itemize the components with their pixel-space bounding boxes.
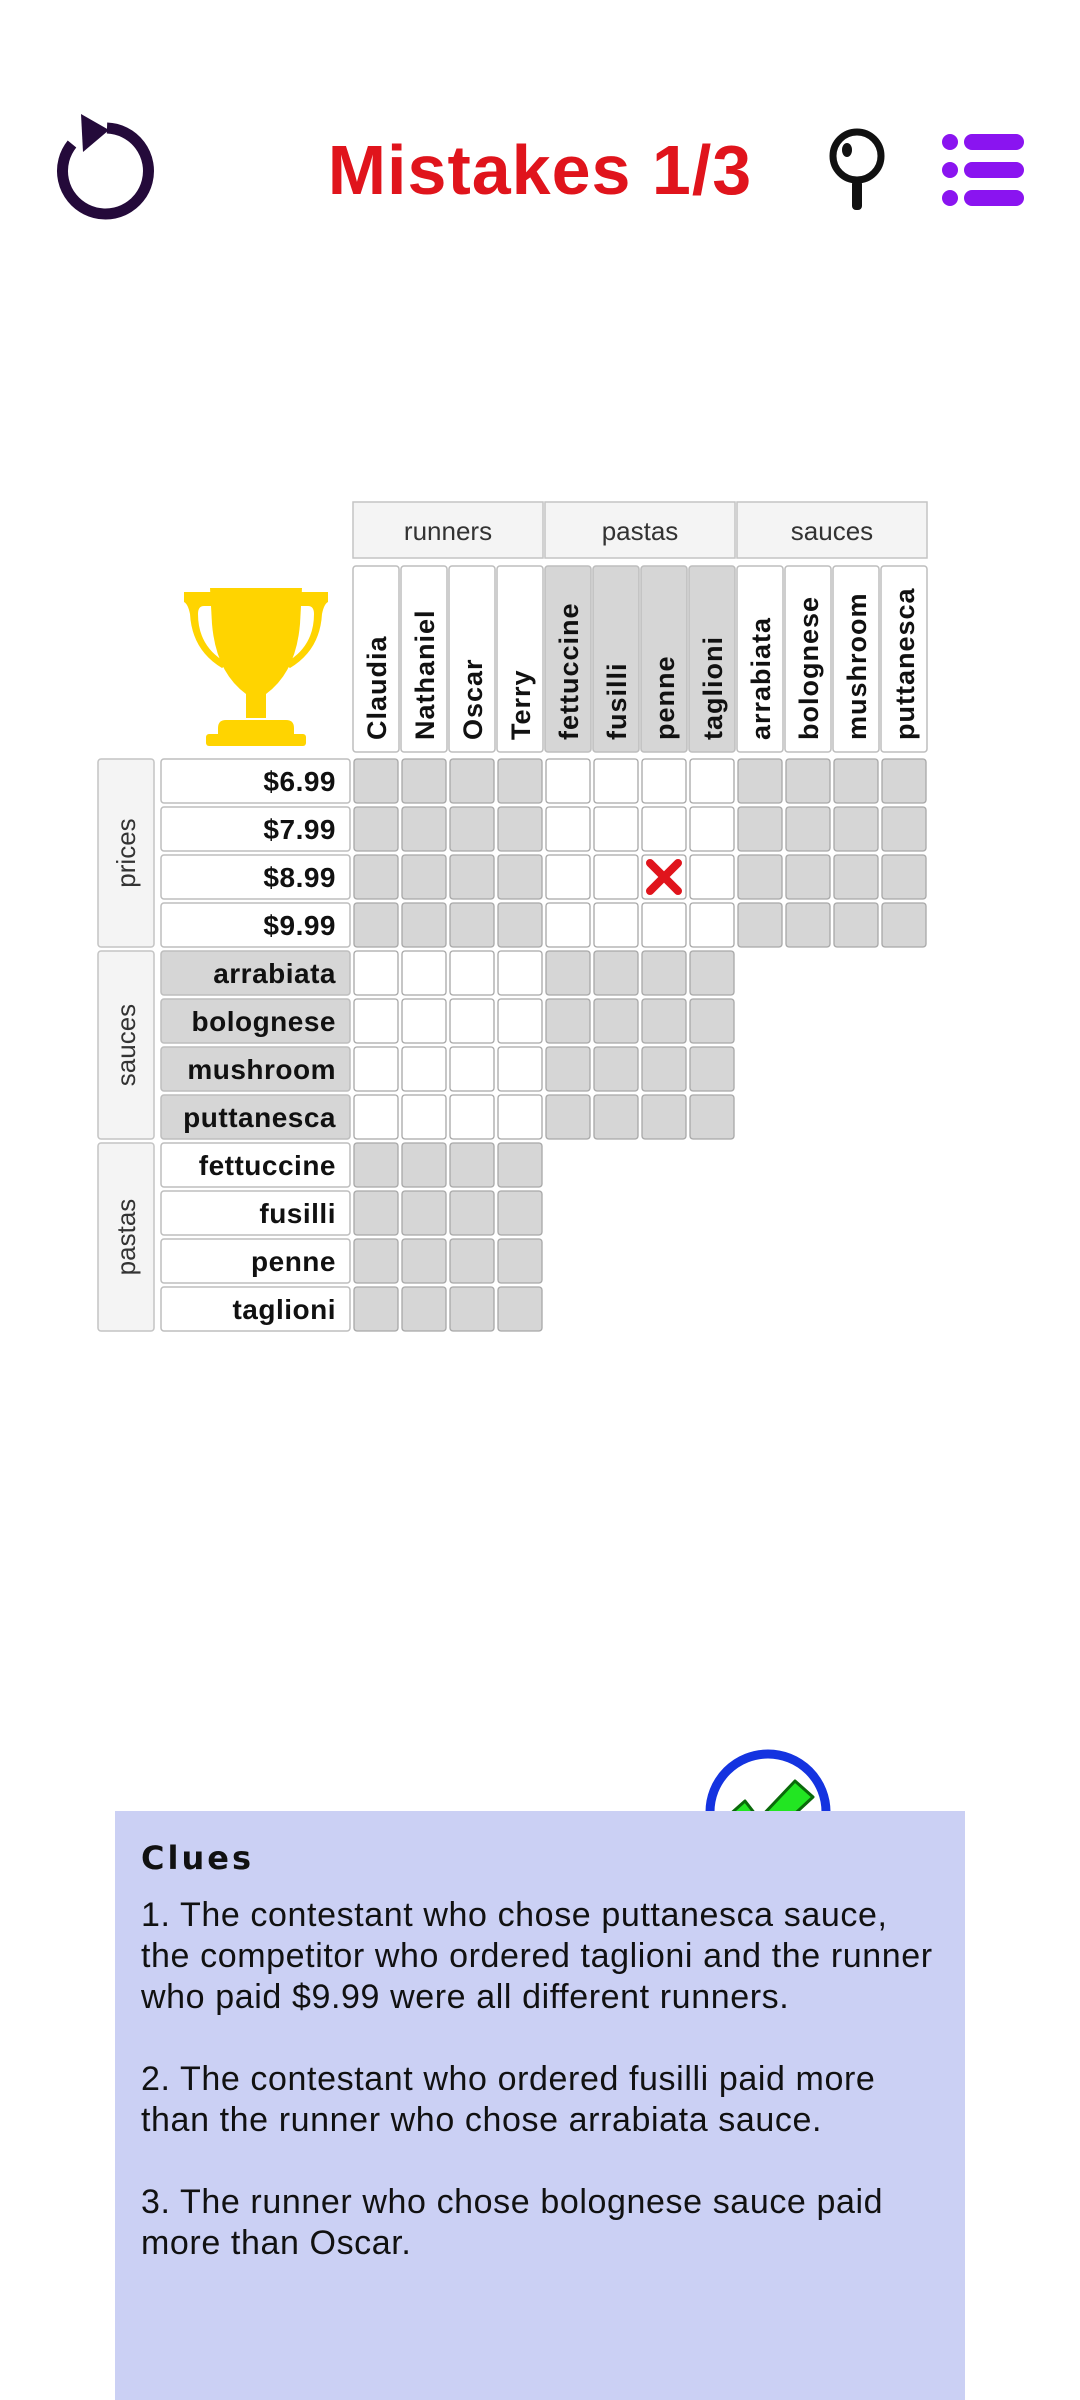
- grid-cell[interactable]: [882, 855, 926, 899]
- row-label: arrabiata: [213, 958, 336, 989]
- grid-cell[interactable]: [402, 1191, 446, 1235]
- clue-item: 1. The contestant who chose puttanesca sauce, the competitor who ordered taglioni and the runner who paid $9.99 were all different runners.: [141, 1896, 933, 2016]
- column-label: arrabiata: [746, 616, 776, 740]
- grid-cell[interactable]: [786, 807, 830, 851]
- column-group-label: runners: [403, 516, 493, 546]
- grid-cell[interactable]: [594, 1095, 638, 1139]
- grid-cell[interactable]: [402, 1287, 446, 1331]
- grid-cell[interactable]: [354, 951, 398, 995]
- column-label: bolognese: [794, 595, 824, 740]
- grid-cell[interactable]: [402, 1047, 446, 1091]
- row-label: penne: [251, 1246, 336, 1277]
- grid-cell[interactable]: [594, 807, 638, 851]
- grid-cell[interactable]: [450, 855, 494, 899]
- trophy-icon: [184, 588, 328, 746]
- grid-cell[interactable]: [690, 807, 734, 851]
- column-group-label: sauces: [790, 516, 874, 546]
- grid-cell[interactable]: [690, 759, 734, 803]
- grid-cell[interactable]: [498, 1191, 542, 1235]
- grid-cell[interactable]: [690, 855, 734, 899]
- grid-cell[interactable]: [498, 999, 542, 1043]
- grid-cell[interactable]: [546, 807, 590, 851]
- grid-cell[interactable]: [786, 855, 830, 899]
- grid-cell[interactable]: [498, 1287, 542, 1331]
- column-label: taglioni: [698, 636, 728, 740]
- grid-cell[interactable]: [786, 759, 830, 803]
- row-label: $9.99: [263, 910, 336, 941]
- grid-cell[interactable]: [450, 951, 494, 995]
- grid-cell[interactable]: [402, 855, 446, 899]
- row-label: fettuccine: [198, 1150, 336, 1181]
- row-label: $7.99: [263, 814, 336, 845]
- grid-cell[interactable]: [690, 903, 734, 947]
- grid-cell[interactable]: [594, 759, 638, 803]
- row-group-label: pastas: [111, 1198, 141, 1276]
- grid-cell[interactable]: [834, 855, 878, 899]
- row-label: fusilli: [259, 1198, 336, 1229]
- grid-cell[interactable]: [690, 999, 734, 1043]
- column-label: fusilli: [602, 662, 632, 740]
- grid-cell[interactable]: [498, 1239, 542, 1283]
- grid-cell[interactable]: [642, 999, 686, 1043]
- column-group-label: pastas: [601, 516, 679, 546]
- grid-cell[interactable]: [594, 855, 638, 899]
- row-label: puttanesca: [183, 1102, 336, 1133]
- grid-cell[interactable]: [690, 1047, 734, 1091]
- grid-cell[interactable]: [498, 951, 542, 995]
- grid-cell[interactable]: [450, 1143, 494, 1187]
- grid-cell[interactable]: [354, 1095, 398, 1139]
- grid-cell[interactable]: [642, 807, 686, 851]
- grid-cell[interactable]: [834, 903, 878, 947]
- grid-cell[interactable]: [402, 759, 446, 803]
- grid-cell[interactable]: [738, 807, 782, 851]
- grid-cell[interactable]: [450, 1095, 494, 1139]
- grid-cell[interactable]: [498, 903, 542, 947]
- row-label: mushroom: [187, 1054, 336, 1085]
- grid-cell[interactable]: [786, 903, 830, 947]
- grid-cell[interactable]: [354, 855, 398, 899]
- grid-cell[interactable]: [354, 1191, 398, 1235]
- grid-cell[interactable]: [450, 999, 494, 1043]
- grid-cell[interactable]: [882, 903, 926, 947]
- column-label: fettuccine: [554, 602, 584, 740]
- grid-cell[interactable]: [402, 1095, 446, 1139]
- grid-cell[interactable]: [450, 903, 494, 947]
- grid-cell[interactable]: [402, 807, 446, 851]
- grid-cell[interactable]: [354, 999, 398, 1043]
- grid-cell[interactable]: [642, 759, 686, 803]
- clue-item: 2. The contestant who ordered fusilli paid more than the runner who chose arrabiata sauce.: [141, 2060, 876, 2139]
- grid-cell[interactable]: [402, 951, 446, 995]
- row-group-label: prices: [111, 818, 141, 888]
- grid-cell[interactable]: [354, 1239, 398, 1283]
- grid-cell[interactable]: [498, 807, 542, 851]
- grid-cell[interactable]: [594, 999, 638, 1043]
- column-label: Terry: [506, 669, 536, 740]
- grid-cell[interactable]: [402, 1239, 446, 1283]
- grid-cell[interactable]: [354, 807, 398, 851]
- grid-cell[interactable]: [738, 855, 782, 899]
- grid-cell[interactable]: [498, 1047, 542, 1091]
- grid-cell[interactable]: [546, 1047, 590, 1091]
- grid-cell[interactable]: [882, 807, 926, 851]
- grid-cell[interactable]: [498, 1095, 542, 1139]
- grid-cell[interactable]: [594, 1047, 638, 1091]
- grid-cell[interactable]: [642, 903, 686, 947]
- row-group-label: sauces: [111, 1003, 141, 1087]
- grid-cell[interactable]: [738, 759, 782, 803]
- grid-cell[interactable]: [594, 903, 638, 947]
- row-label: taglioni: [232, 1294, 336, 1325]
- grid-cell[interactable]: [690, 951, 734, 995]
- grid-cell[interactable]: [834, 807, 878, 851]
- grid-cell[interactable]: [402, 903, 446, 947]
- grid-cell[interactable]: [402, 999, 446, 1043]
- grid-cell[interactable]: [498, 759, 542, 803]
- grid-cell[interactable]: [546, 903, 590, 947]
- column-label: Oscar: [458, 658, 488, 740]
- grid-cell[interactable]: [594, 951, 638, 995]
- grid-cell[interactable]: [546, 759, 590, 803]
- grid-cell[interactable]: [450, 807, 494, 851]
- column-label: mushroom: [842, 592, 872, 740]
- grid-cell[interactable]: [402, 1143, 446, 1187]
- grid-cell[interactable]: [546, 999, 590, 1043]
- row-label: $8.99: [263, 862, 336, 893]
- grid-cell[interactable]: [546, 951, 590, 995]
- row-label: bolognese: [191, 1006, 336, 1037]
- grid-cell[interactable]: [738, 903, 782, 947]
- grid-cell[interactable]: [882, 759, 926, 803]
- clues-panel: [115, 1811, 965, 2400]
- column-label: Nathaniel: [410, 609, 440, 740]
- grid-cell[interactable]: [546, 1095, 590, 1139]
- grid-cell[interactable]: [690, 1095, 734, 1139]
- clue-item: 3. The runner who chose bolognese sauce paid more than Oscar.: [141, 2183, 884, 2262]
- grid-cell[interactable]: [354, 1143, 398, 1187]
- column-label: penne: [650, 655, 680, 740]
- grid-cell[interactable]: [498, 1143, 542, 1187]
- grid-cell[interactable]: [354, 759, 398, 803]
- grid-cell[interactable]: [642, 1095, 686, 1139]
- grid-cell[interactable]: [450, 1239, 494, 1283]
- row-label: $6.99: [263, 766, 336, 797]
- grid-cell[interactable]: [834, 759, 878, 803]
- grid-cell[interactable]: [450, 1191, 494, 1235]
- grid-cell[interactable]: [498, 855, 542, 899]
- grid-cell[interactable]: [450, 1287, 494, 1331]
- mistakes-counter: Mistakes 1/3: [327, 131, 753, 209]
- column-label: Claudia: [362, 635, 392, 740]
- grid-cell[interactable]: [642, 1047, 686, 1091]
- grid-cell[interactable]: [354, 1287, 398, 1331]
- grid-cell[interactable]: [450, 1047, 494, 1091]
- grid-cell[interactable]: [450, 759, 494, 803]
- column-label: puttanesca: [890, 587, 920, 740]
- clues-title: Clues: [141, 1839, 254, 1877]
- grid-cell[interactable]: [546, 855, 590, 899]
- grid-cell[interactable]: [354, 903, 398, 947]
- grid-cell[interactable]: [354, 1047, 398, 1091]
- grid-cell[interactable]: [642, 951, 686, 995]
